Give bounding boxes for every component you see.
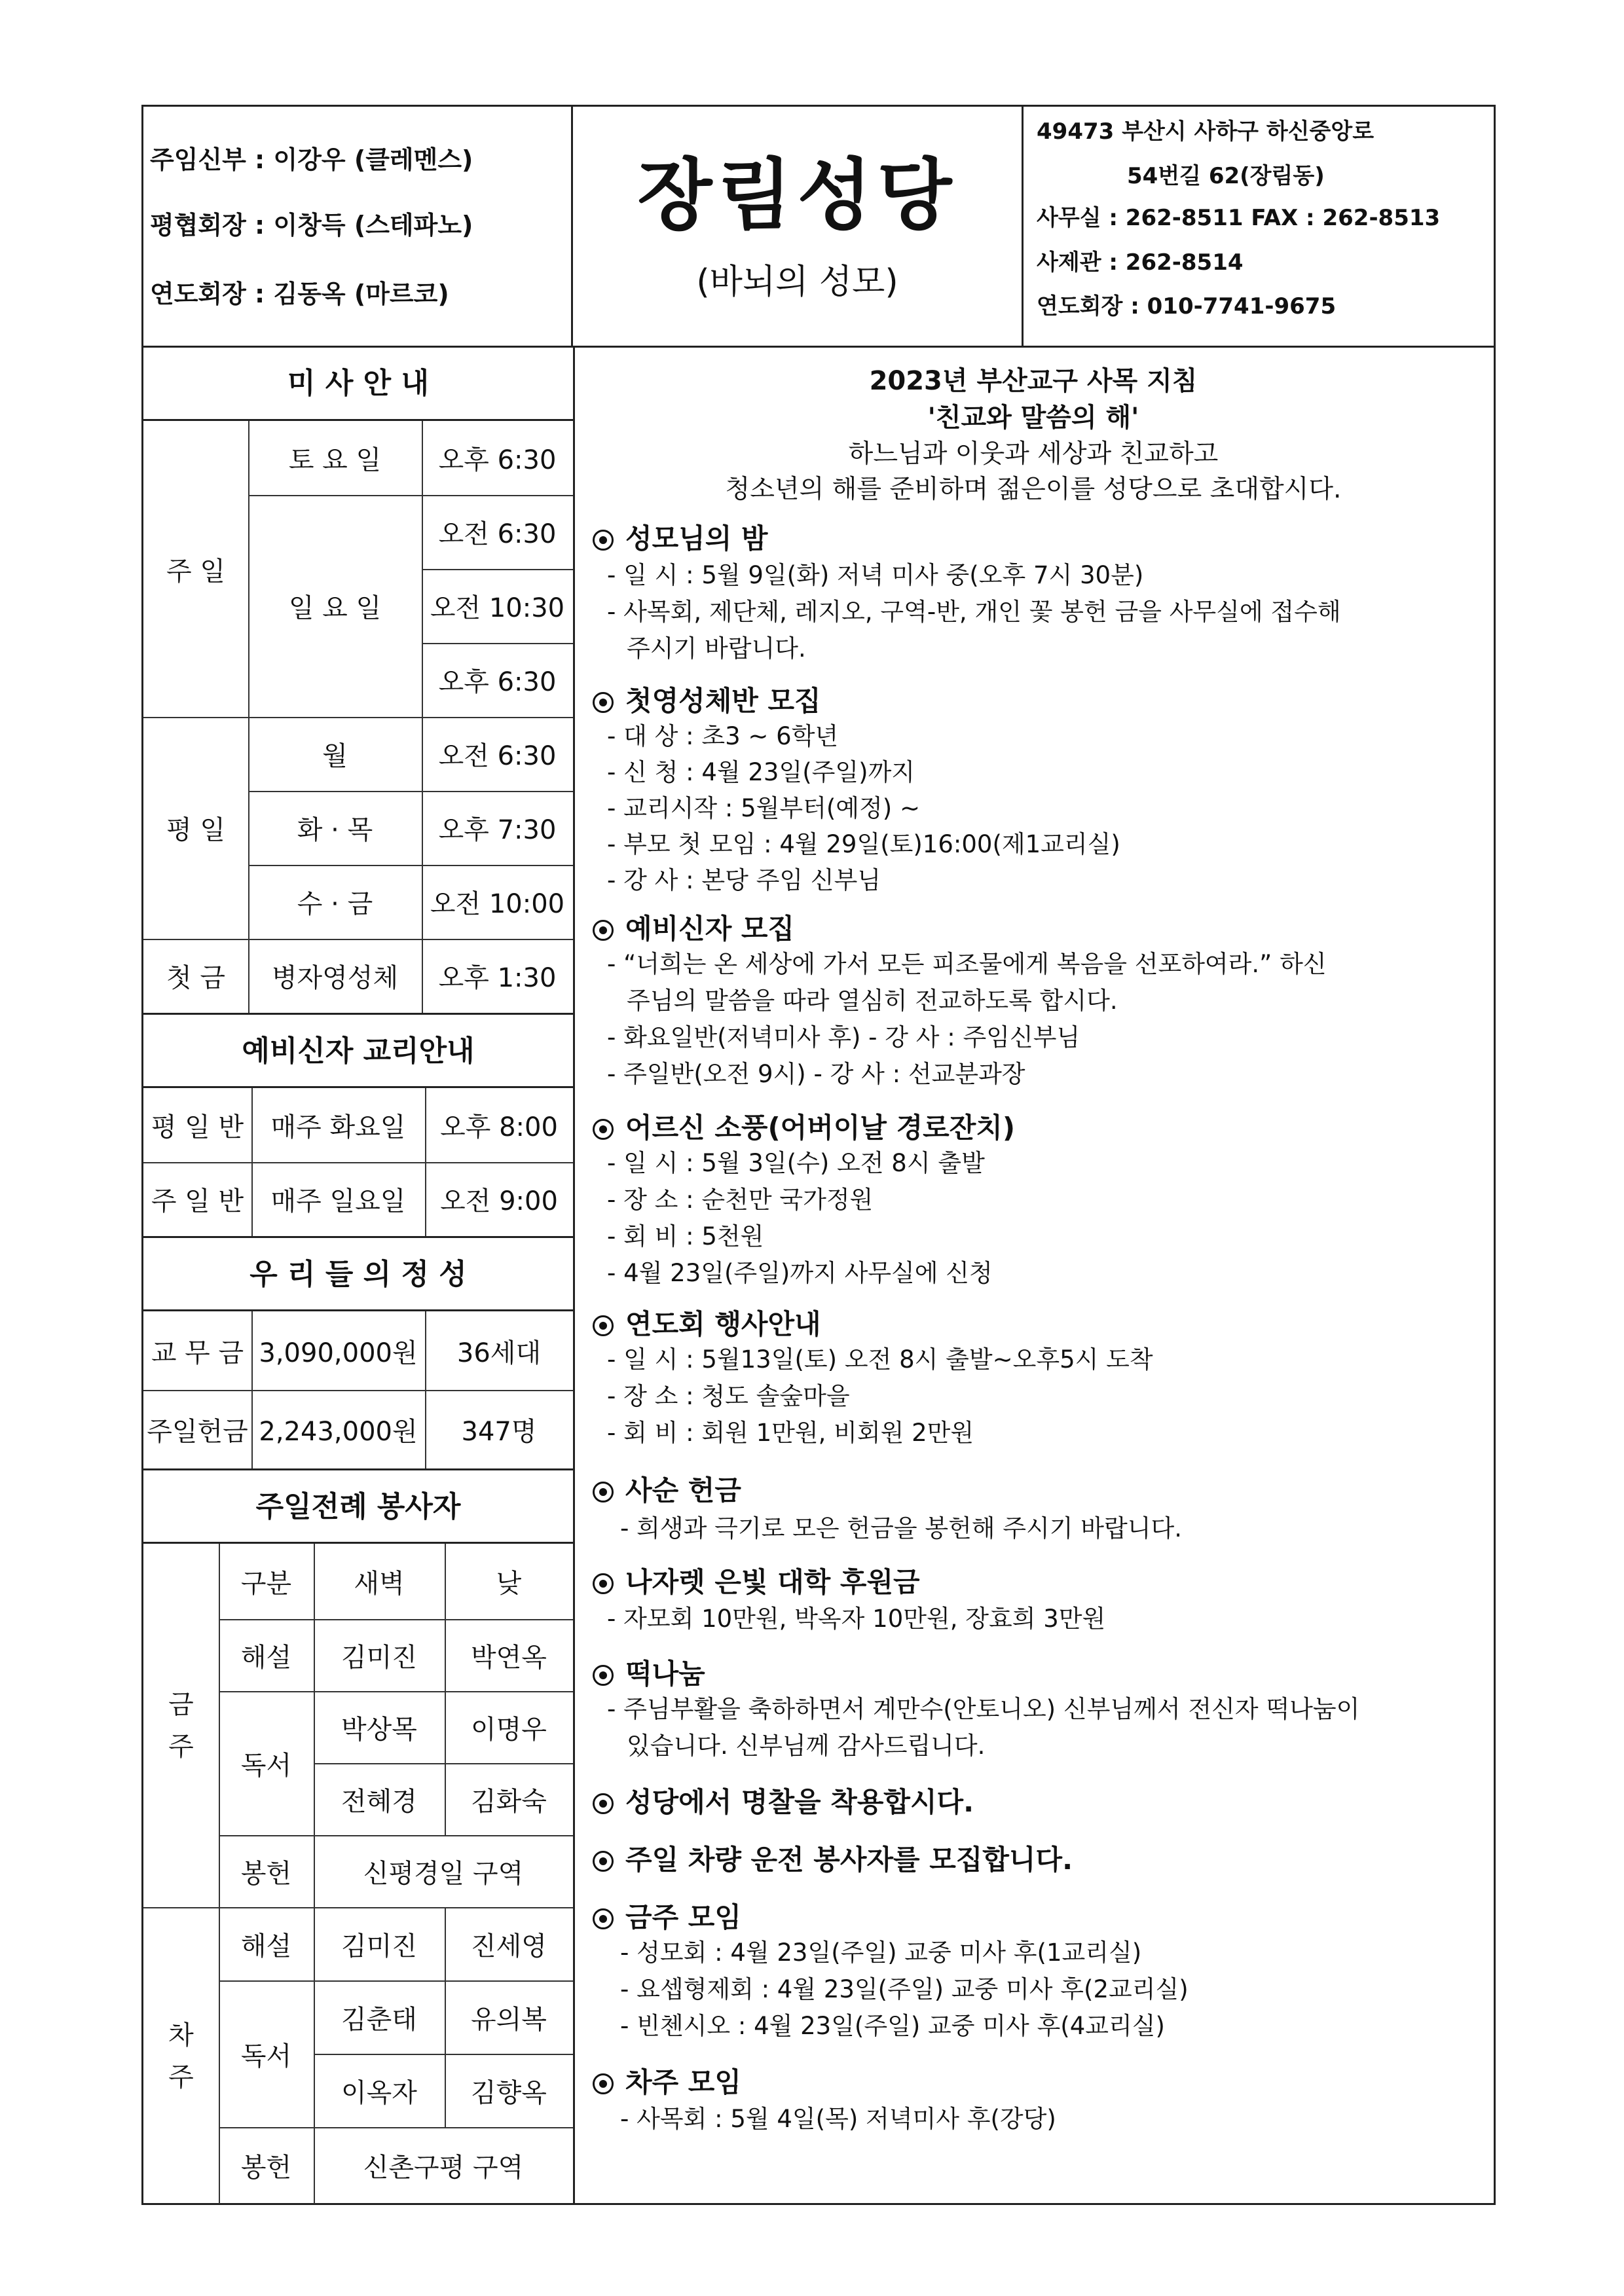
pastoral-line-3: 하느님과 이웃과 세상과 친교하고: [848, 439, 1219, 469]
pastoral-motto: '친교와 말씀의 해': [927, 403, 1139, 433]
grid-line: [314, 1544, 315, 2204]
notice-title: 어르신 소풍(어버이날 경로잔치): [625, 1112, 1016, 1144]
grid-line: [314, 1763, 573, 1764]
offering-tithe-count: 36세대: [456, 1338, 542, 1368]
sunday-time-3: 오후 6:30: [438, 667, 557, 697]
notice-line: - 화요일반(저녁미사 후) - 강 사 : 주임신부님: [607, 1023, 1080, 1051]
grid-line: [219, 1544, 220, 2204]
bullet-icon: [593, 1793, 614, 1814]
notice-line: - 대 상 : 초3 ~ 6학년: [607, 722, 839, 750]
sunday-time-2: 오전 10:30: [430, 593, 565, 623]
saturday-time: 오후 6:30: [438, 445, 557, 475]
notice-title: 첫영성체반 모집: [625, 685, 821, 717]
offering-heading: 우 리 들 의 정 성: [143, 1236, 573, 1311]
notice-line: - 회 비 : 5천원: [607, 1222, 764, 1250]
grid-line: [219, 2127, 573, 2128]
next-bonghun-value: 신촌구평 구역: [363, 2153, 524, 2183]
notice-title: 나자렛 은빛 대학 후원금: [625, 1566, 920, 1598]
servers-col-kind: 구분: [240, 1569, 292, 1599]
this-dokseo-dawn-2: 전혜경: [341, 1786, 417, 1817]
grid-line: [143, 1907, 573, 1908]
offering-sunday-count: 347명: [461, 1416, 537, 1447]
bullet-icon: [593, 1573, 614, 1594]
council-president-label: 평협회장 :: [150, 211, 265, 240]
notice-title: 성당에서 명찰을 착용합시다.: [625, 1786, 974, 1818]
catechumen-weekday-day: 매주 화요일: [270, 1112, 406, 1142]
grid-line: [314, 2054, 573, 2055]
grid-line: [143, 1162, 573, 1163]
notice-elders-picnic: [593, 1106, 1015, 1146]
sunday-label: 일 요 일: [288, 593, 382, 623]
yeondo-president-label: 연도회장 :: [150, 280, 265, 308]
notice-line: - 신 청 : 4월 23일(주일)까지: [607, 758, 915, 786]
notice-line: - 교리시작 : 5월부터(예정) ~: [607, 794, 920, 822]
notice-catechumen-recruit: [593, 907, 794, 947]
pastoral-title: 2023년 부산교구 사목 지침: [869, 366, 1198, 396]
grid-line: [422, 643, 573, 644]
offering-tithe-amount: 3,090,000원: [259, 1338, 418, 1368]
notice-line: - 부모 첫 모임 : 4월 29일(토)16:00(제1교리실): [607, 830, 1120, 858]
this-haeseol-label: 해설: [240, 1642, 292, 1673]
sunday-group-label: 주 일: [166, 556, 225, 587]
staff-box: [143, 107, 573, 346]
weekday-day-3: 수 · 금: [297, 889, 373, 919]
bullet-icon: [593, 920, 614, 941]
notice-line: - 사목회, 제단체, 레지오, 구역-반, 개인 꽃 봉헌 금을 사무실에 접수해: [607, 598, 1341, 626]
bullet-icon: [593, 1119, 614, 1140]
notice-rice-cake: [593, 1652, 705, 1692]
next-dokseo-day-2: 김향옥: [471, 2077, 547, 2108]
notice-line: - 일 시 : 5월 9일(화) 저녁 미사 중(오후 7시 30분): [607, 561, 1144, 589]
bullet-icon: [593, 2073, 614, 2094]
grid-line: [143, 717, 573, 718]
notice-line: - 일 시 : 5월 3일(수) 오전 8시 출발: [607, 1149, 985, 1177]
notice-line: - 주일반(오전 9시) - 강 사 : 선교분과장: [607, 1060, 1025, 1088]
yeondo-president-line: [150, 274, 449, 310]
grid-line: [219, 1619, 573, 1620]
right-column: [573, 346, 1494, 2205]
catechumen-heading: 예비신자 교리안내: [143, 1013, 573, 1088]
notice-nazareth-donation: [593, 1561, 920, 1600]
notice-line: - 사목회 : 5월 4일(목) 저녁미사 후(강당): [620, 2105, 1056, 2133]
notice-line: 주님의 말씀을 따라 열심히 전교하도록 합시다.: [627, 987, 1118, 1015]
council-president-line: [150, 205, 473, 241]
notice-first-communion: [593, 680, 821, 719]
this-week-label: 금 주: [168, 1689, 194, 1762]
next-haeseol-dawn: 김미진: [341, 1931, 417, 1961]
notice-title: 사순 헌금: [625, 1474, 741, 1506]
notice-line: 주시기 바랍니다.: [627, 634, 806, 663]
weekday-time-1: 오전 6:30: [438, 741, 557, 771]
bullet-icon: [593, 1851, 614, 1872]
weekday-time-2: 오후 7:30: [438, 815, 557, 845]
weekday-day-1: 월: [322, 741, 348, 771]
weekday-group-label: 평 일: [166, 815, 225, 845]
notice-line: - 4월 23일(주일)까지 사무실에 신청: [607, 1259, 993, 1287]
pastor-label: 주임신부 :: [150, 145, 265, 174]
catechumen-weekday-group: 평 일 반: [151, 1112, 244, 1142]
notice-lenten-offering: [593, 1469, 741, 1508]
grid-line: [143, 1390, 573, 1391]
notice-line: - 장 소 : 순천만 국가정원: [607, 1186, 874, 1214]
grid-line: [219, 1691, 573, 1692]
catechumen-sunday-time: 오전 9:00: [440, 1186, 558, 1216]
parish-patron: (바뇌의 성모): [696, 263, 898, 302]
parish-title: 장림성당: [637, 149, 957, 240]
grid-line: [445, 1544, 446, 1835]
next-dokseo-label: 독서: [240, 2041, 292, 2071]
notice-line: - 요셉형제회 : 4월 23일(주일) 교중 미사 후(2교리실): [620, 1975, 1189, 2003]
offering-tithe-label: 교 무 금: [151, 1338, 244, 1368]
next-dokseo-day-1: 유의복: [471, 2004, 547, 2035]
notice-line: - 주님부활을 축하하면서 계만수(안토니오) 신부님께서 전신자 떡나눔이: [607, 1695, 1360, 1723]
notice-line: - 일 시 : 5월13일(토) 오전 8시 출발~오후5시 도착: [607, 1345, 1153, 1374]
notice-marian-evening: [593, 517, 767, 556]
grid-line: [248, 495, 573, 496]
notice-line: - 자모회 10만원, 박옥자 10만원, 장효희 3만원: [607, 1605, 1106, 1633]
grid-line: [143, 939, 573, 940]
grid-line: [219, 1980, 573, 1982]
pastor-line: [150, 139, 473, 175]
next-week-label: 차 주: [168, 2020, 194, 2092]
this-dokseo-day-2: 김화숙: [471, 1786, 547, 1817]
council-president-name: 이창득 (스테파노): [273, 211, 473, 240]
bulletin-header: [143, 107, 1494, 348]
notice-title: 떡나눔: [625, 1658, 705, 1690]
first-friday-time: 오후 1:30: [438, 963, 557, 993]
grid-line: [248, 791, 573, 792]
grid-line: [219, 1835, 573, 1836]
next-dokseo-dawn-2: 이옥자: [341, 2077, 417, 2108]
rectory-phone: 사제관 : 262-8514: [1037, 249, 1244, 276]
left-column: [143, 346, 575, 2205]
saturday-label: 토 요 일: [288, 445, 382, 475]
notice-line: - “너희는 온 세상에 가서 모든 피조물에게 복음을 선포하여라.” 하신: [607, 950, 1327, 978]
this-haeseol-dawn: 김미진: [341, 1642, 417, 1673]
notice-driver-recruit: [593, 1838, 1073, 1878]
notice-title: 연도회 행사안내: [625, 1308, 821, 1340]
notice-title: 예비신자 모집: [625, 913, 795, 945]
notice-name-tag: [593, 1781, 974, 1820]
notice-line: - 빈첸시오 : 4월 23일(주일) 교중 미사 후(4교리실): [620, 2012, 1165, 2040]
weekday-day-2: 화 · 목: [297, 815, 373, 845]
weekday-time-3: 오전 10:00: [430, 889, 565, 919]
catechumen-sunday-day: 매주 일요일: [270, 1186, 406, 1216]
title-box: [573, 107, 1024, 346]
bulletin-frame: [141, 105, 1496, 2205]
notice-yeondo-event: [593, 1303, 821, 1342]
catechumen-sunday-group: 주 일 반: [151, 1186, 244, 1216]
notice-title: 성모님의 밤: [625, 522, 768, 555]
mass-schedule-heading: 미 사 안 내: [143, 346, 573, 421]
first-friday-name: 병자영성체: [271, 963, 399, 993]
notice-this-week-meetings: [593, 1896, 741, 1935]
bullet-icon: [593, 692, 614, 713]
notice-line: - 희생과 극기로 모은 헌금을 봉헌해 주시기 바랍니다.: [620, 1514, 1183, 1542]
this-dokseo-dawn-1: 박상목: [341, 1714, 417, 1745]
grid-line: [248, 865, 573, 866]
yeondo-phone: 연도회장 : 010-7741-9675: [1037, 293, 1337, 319]
address-line-1: 49473 부산시 사하구 하신중앙로: [1037, 118, 1375, 145]
contact-box: [1024, 107, 1494, 346]
pastor-name: 이강우 (클레멘스): [273, 145, 473, 174]
next-bonghun-label: 봉헌: [240, 2153, 292, 2183]
first-friday-label: 첫 금: [166, 963, 225, 993]
servers-heading: 주일전례 봉사자: [143, 1468, 573, 1544]
address-line-2: 54번길 62(장림동): [1127, 163, 1325, 189]
next-haeseol-day: 진세영: [471, 1931, 547, 1961]
servers-col-day: 낮: [496, 1569, 522, 1599]
notice-line: - 강 사 : 본당 주임 신부님: [607, 866, 881, 894]
servers-col-dawn: 새벽: [354, 1569, 405, 1599]
notice-line: 있습니다. 신부님께 감사드립니다.: [627, 1732, 986, 1760]
grid-line: [445, 1907, 446, 2127]
offering-sunday-amount: 2,243,000원: [259, 1416, 418, 1447]
bullet-icon: [593, 530, 614, 551]
next-dokseo-dawn-1: 김춘태: [341, 2004, 417, 2035]
notice-line: - 장 소 : 청도 솔숲마을: [607, 1382, 850, 1410]
notice-title: 주일 차량 운전 봉사자를 모집합니다.: [625, 1844, 1073, 1876]
bullet-icon: [593, 1482, 614, 1503]
this-dokseo-day-1: 이명우: [471, 1714, 547, 1745]
notice-title: 금주 모임: [625, 1901, 741, 1933]
sunday-time-1: 오전 6:30: [438, 519, 557, 549]
catechumen-weekday-time: 오후 8:00: [440, 1112, 558, 1142]
notice-title: 차주 모임: [625, 2066, 741, 2098]
grid-line: [422, 569, 573, 570]
bullet-icon: [593, 1665, 614, 1686]
notice-next-week-meetings: [593, 2061, 741, 2100]
yeondo-president-name: 김동옥 (마르코): [273, 280, 449, 308]
this-bonghun-label: 봉헌: [240, 1858, 292, 1889]
notice-line: - 회 비 : 회원 1만원, 비회원 2만원: [607, 1419, 974, 1447]
this-bonghun-value: 신평경일 구역: [363, 1858, 524, 1889]
this-dokseo-label: 독서: [240, 1750, 292, 1781]
notice-line: - 성모회 : 4월 23일(주일) 교중 미사 후(1교리실): [620, 1939, 1142, 1967]
next-haeseol-label: 해설: [240, 1931, 292, 1961]
office-phone: 사무실 : 262-8511 FAX : 262-8513: [1037, 205, 1441, 231]
bullet-icon: [593, 1315, 614, 1336]
offering-sunday-label: 주일헌금: [147, 1416, 248, 1447]
this-haeseol-day: 박연옥: [471, 1642, 547, 1673]
bullet-icon: [593, 1908, 614, 1929]
pastoral-line-4: 청소년의 해를 준비하며 젊은이를 성당으로 초대합시다.: [725, 475, 1342, 504]
